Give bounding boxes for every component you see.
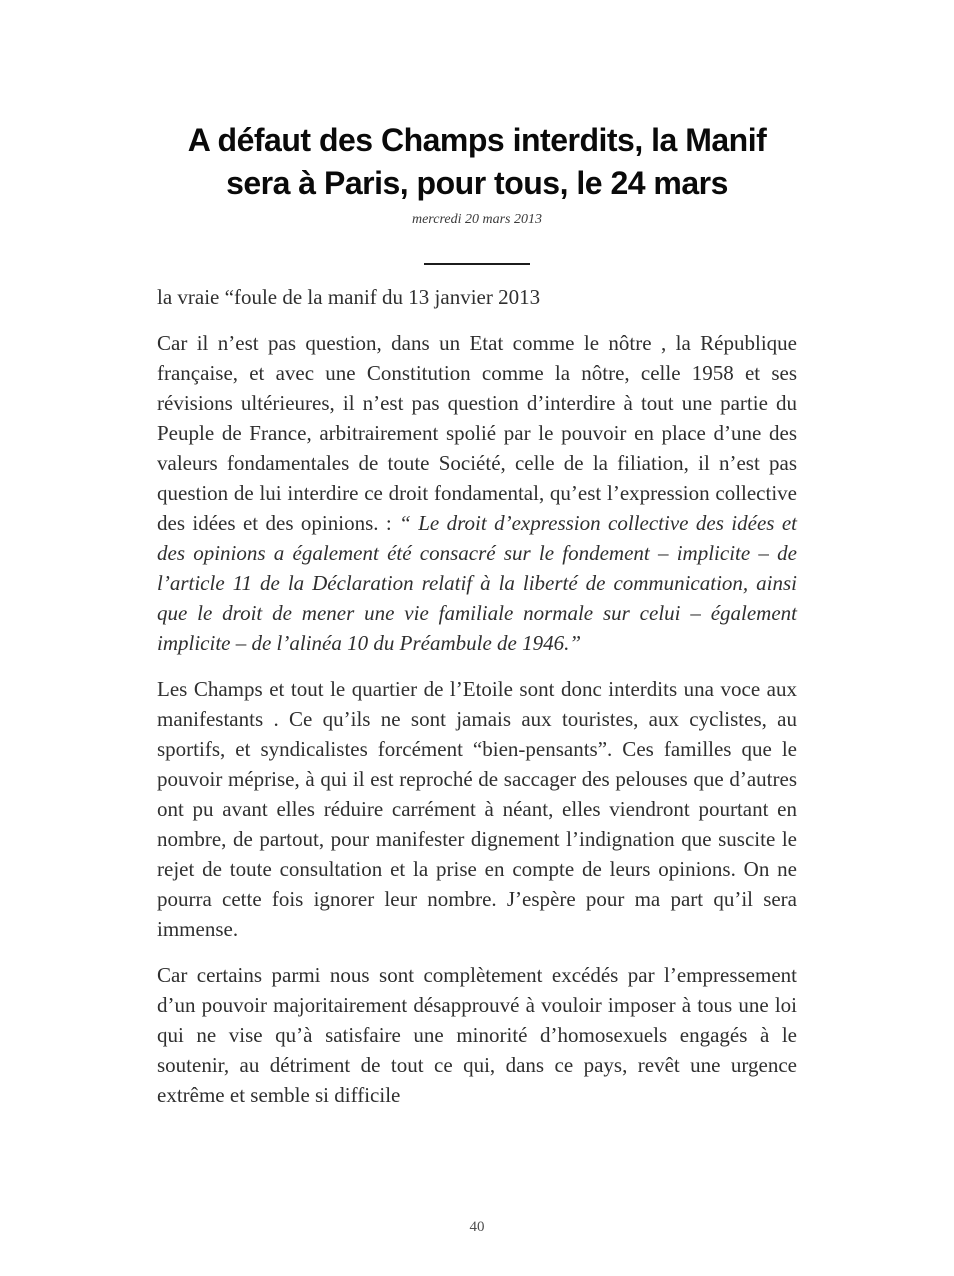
article-date: mercredi 20 mars 2013: [411, 212, 542, 227]
body-paragraph: Les Champs et tout le quartier de l’Etoile sont donc interdits una voce aux manifestants . Ce qu’ils ne sont jamais aux touristes, aux cyclistes, au sportifs, et syndicalistes forcément “bien-pensants”. Ces familles que le pouvoir méprise, à qui il est reproché de saccager des pelouses que d’autres ont pu avant elles réduire carrément à néant, elles viendront pourtant en nombre, de partout, pour manifester dignement l’indignation que suscite le rejet de toute consultation et la prise en compte de leurs opinions. On ne pourra cette fois ignorer leur nombre. J’espère pour ma part qu’il sera immense.: [157, 677, 797, 941]
title-line-1: A défaut des Champs interdits, la Manif: [187, 122, 767, 158]
title-line-2: sera à Paris, pour tous, le 24 mars: [226, 165, 728, 201]
body-paragraph: Car certains parmi nous sont complètement excédés par l’empressement d’un pouvoir majoritairement désapprouvé à vouloir imposer à tous une loi qui ne vise qu’à satisfaire une minorité d’homosexuels engagés à le soutenir, au détriment de tout ce qui, dans ce pays, revêt une urgence extrême et semble si difficile: [157, 963, 797, 1107]
article-content: [157, 0, 797, 1110]
body-paragraph: Car il n’est pas question, dans un Etat comme le nôtre , la République française, et avec une Constitution comme la nôtre, celle 1958 et ses révisions ultérieures, il n’est pas question d’interdire à tout une partie du Peuple de France, arbitrairement spolié par le pouvoir en place d’une des valeurs fondamentales de toute Société, celle de la filiation, il n’est pas question de lui interdire ce droit fondamental, qu’est l’expression collective des idées et des opinions. : “ Le droit d’expression collective des idées et des opinions a également été consacré sur le fondement – implicite – de l’article 11 de la Déclaration relatif à la liberté de communication, ainsi que le droit de mener une vie familiale normale sur celui – également implicite – de l’alinéa 10 du Préambule de 1946.”: [157, 331, 797, 655]
page-number: 40: [469, 1219, 485, 1235]
lead-line: la vraie “foule de la manif du 13 janvier 2013: [157, 285, 541, 309]
separator-line: [424, 263, 530, 265]
page-title: [157, 119, 797, 205]
